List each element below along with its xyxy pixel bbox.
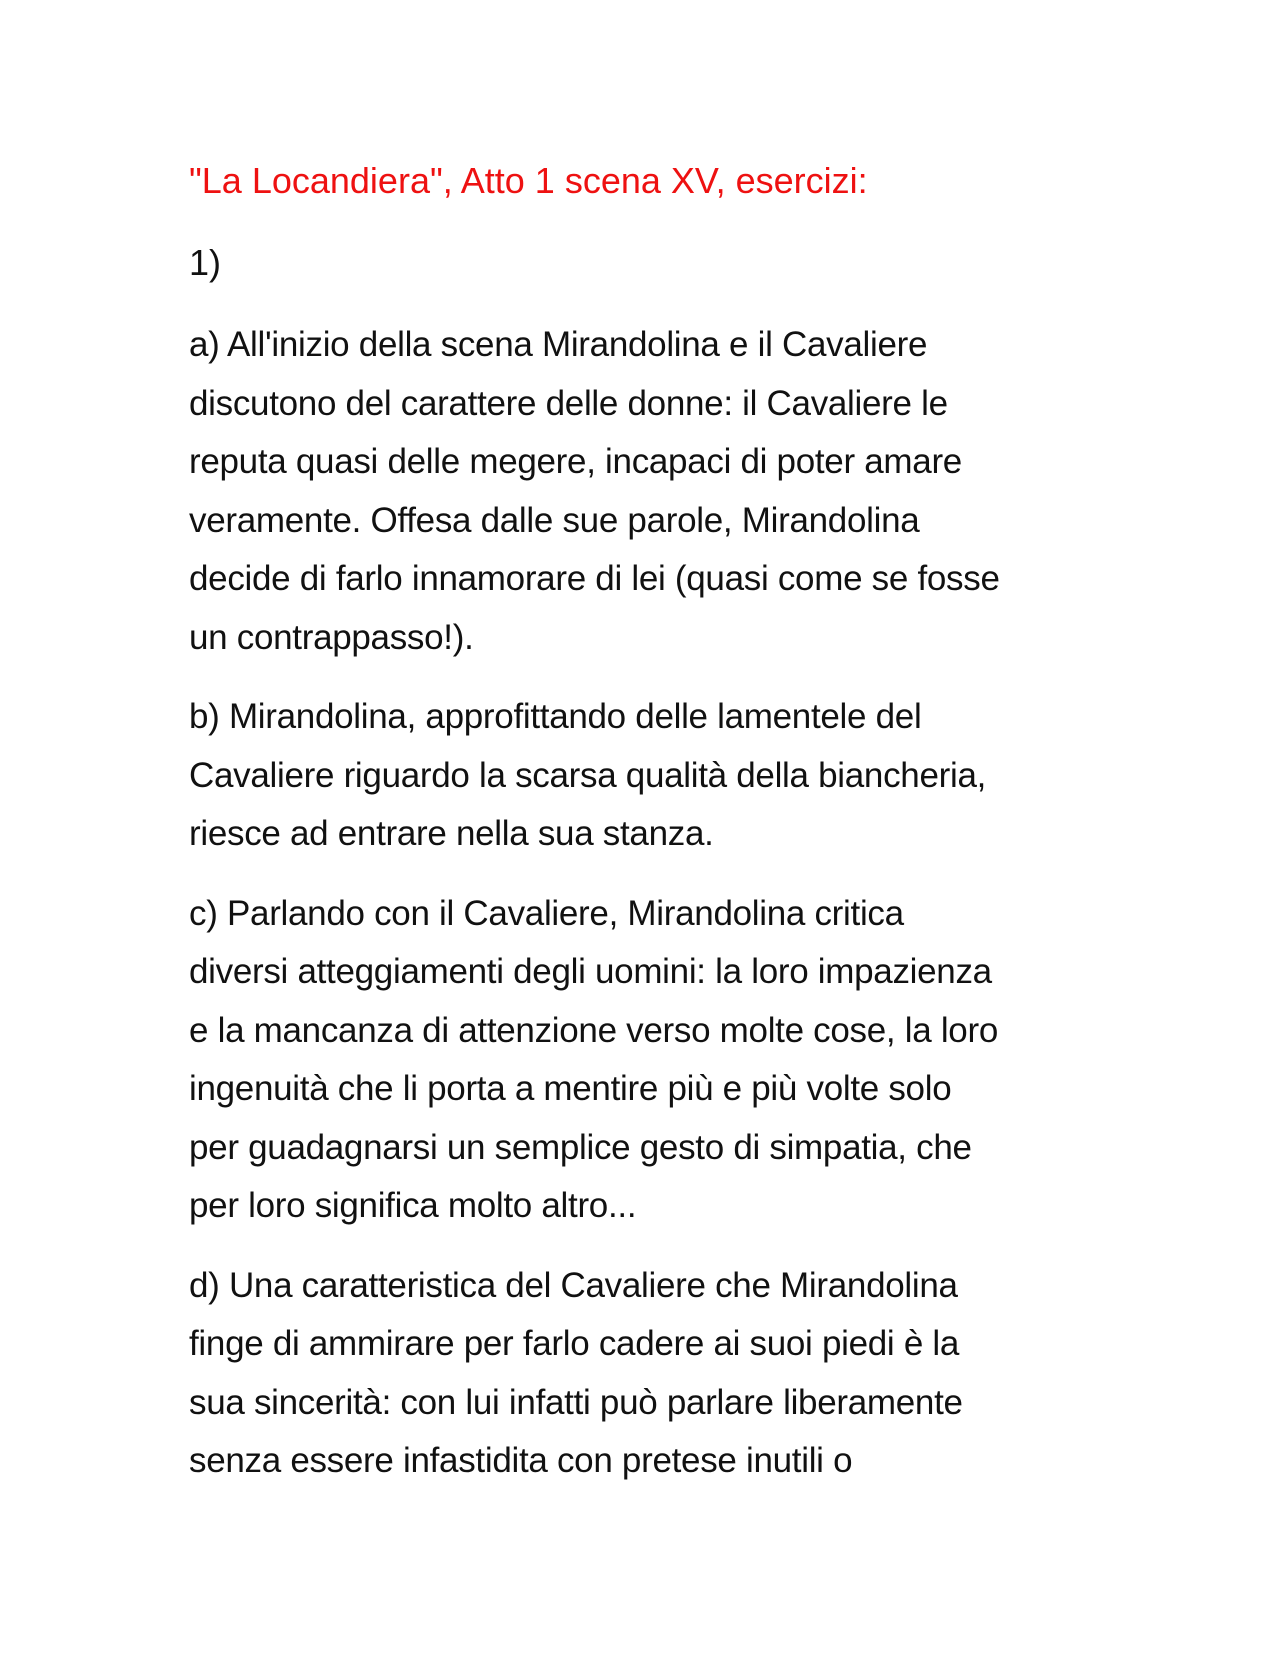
paragraph-line: finge di ammirare per farlo cadere ai suoi piedi è la bbox=[189, 1324, 960, 1363]
paragraph-line: un contrappasso!). bbox=[189, 617, 474, 657]
paragraph-line: veramente. Offesa dalle sue parole, Mirandolina bbox=[189, 500, 920, 540]
paragraph-line: riesce ad entrare nella sua stanza. bbox=[189, 814, 714, 853]
paragraph-c bbox=[189, 885, 1099, 1236]
paragraph-line: per guadagnarsi un semplice gesto di simpatia, che bbox=[189, 1127, 972, 1167]
paragraph-line: Cavaliere riguardo la scarsa qualità della biancheria, bbox=[189, 755, 987, 795]
paragraph-line: a) All'inizio della scena Mirandolina e il Cavaliere bbox=[189, 325, 928, 364]
paragraph-line: senza essere infastidita con pretese inutili o bbox=[189, 1441, 853, 1480]
document-title: "La Locandiera", Atto 1 scena XV, esercizi: bbox=[189, 160, 868, 201]
paragraph-line: reputa quasi delle megere, incapaci di poter amare bbox=[189, 442, 962, 481]
paragraph-a bbox=[189, 316, 1099, 667]
paragraph-line: sua sincerità: con lui infatti può parlare liberamente bbox=[189, 1382, 963, 1422]
section-number: 1) bbox=[189, 242, 222, 283]
paragraph-line: per loro significa molto altro... bbox=[189, 1186, 637, 1225]
paragraph-d bbox=[189, 1257, 1099, 1491]
paragraph-line: decide di farlo innamorare di lei (quasi come se fosse bbox=[189, 559, 1000, 598]
paragraph-line: c) Parlando con il Cavaliere, Mirandolina critica bbox=[189, 893, 904, 933]
paragraph-b bbox=[189, 688, 1099, 864]
paragraph-line: discutono del carattere delle donne: il Cavaliere le bbox=[189, 383, 948, 423]
paragraph-line: e la mancanza di attenzione verso molte cose, la loro bbox=[189, 1010, 998, 1050]
paragraph-line: b) Mirandolina, approfittando delle lamentele del bbox=[189, 697, 922, 736]
document-content bbox=[189, 152, 1099, 1512]
paragraph-line: ingenuità che li porta a mentire più e più volte solo bbox=[189, 1069, 952, 1108]
paragraph-line: d) Una caratteristica del Cavaliere che Mirandolina bbox=[189, 1265, 958, 1305]
paragraph-line: diversi atteggiamenti degli uomini: la loro impazienza bbox=[189, 952, 992, 991]
